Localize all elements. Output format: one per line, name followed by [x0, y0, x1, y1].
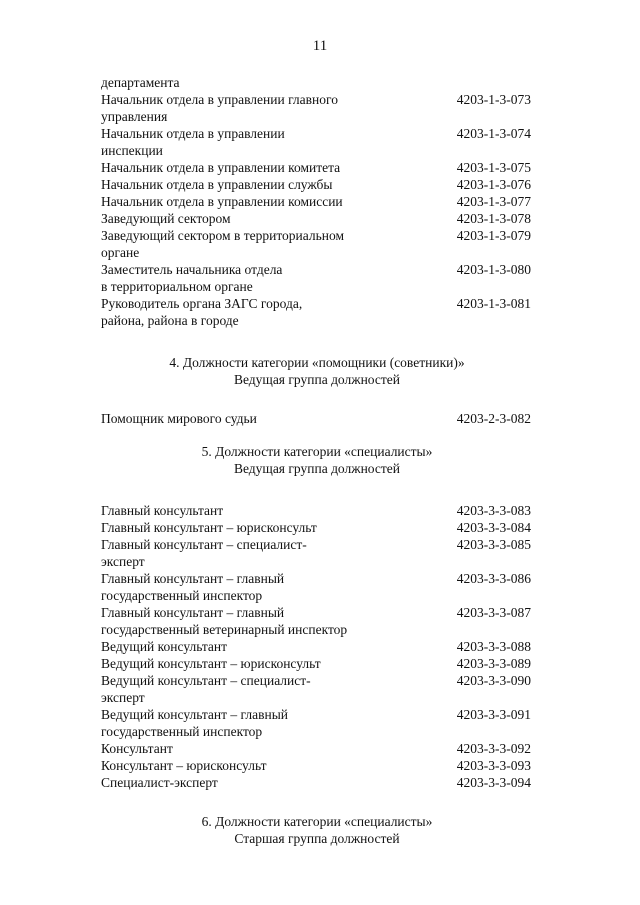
position-title: Начальник отдела в управлении комитета: [101, 160, 341, 175]
section5-group: Ведущая группа должностей: [233, 461, 400, 476]
position-code: 4203-1-3-078: [456, 211, 531, 226]
position-code: 4203-3-3-091: [456, 707, 531, 722]
position-title: Ведущий консультант: [101, 639, 228, 654]
position-row: [101, 519, 531, 536]
position-code: 4203-3-3-092: [456, 741, 531, 756]
position-list: [101, 74, 531, 847]
position-row: [101, 536, 531, 570]
section5-heading: 5. Должности категории «специалисты»: [201, 444, 433, 459]
section4-group: Ведущая группа должностей: [233, 372, 400, 387]
position-title: Начальник отдела в управлении службы: [101, 177, 333, 192]
section4-header: [77, 354, 557, 388]
position-title: Главный консультант – главный государственный ветеринарный инспектор: [101, 605, 348, 637]
position-code: 4203-1-3-075: [456, 160, 531, 175]
section5-header: [77, 443, 557, 477]
section5-list: [101, 502, 531, 791]
position-code: 4203-3-3-089: [456, 656, 531, 671]
position-title: Начальник отдела в управлении инспекции: [101, 126, 285, 158]
position-code: 4203-3-3-094: [456, 775, 531, 790]
position-row: [101, 125, 531, 159]
position-title: Заведующий сектором в территориальном органе: [101, 228, 345, 260]
position-title: Ведущий консультант – юрисконсульт: [101, 656, 321, 671]
position-code: 4203-3-3-085: [456, 537, 531, 552]
position-row: [101, 91, 531, 125]
position-code: 4203-3-3-093: [456, 758, 531, 773]
position-code: 4203-3-3-088: [456, 639, 531, 654]
position-row: [101, 570, 531, 604]
position-row: [101, 176, 531, 193]
position-row: [101, 655, 531, 672]
position-row: [101, 638, 531, 655]
position-row: [101, 159, 531, 176]
position-title: Консультант – юрисконсульт: [101, 758, 267, 773]
section6-header: [77, 813, 557, 847]
position-code: 4203-1-3-074: [456, 126, 531, 141]
position-title: Специалист-эксперт: [101, 775, 218, 790]
position-row: [101, 672, 531, 706]
position-code: 4203-1-3-079: [456, 228, 531, 243]
position-row: [101, 774, 531, 791]
section6-heading: 6. Должности категории «специалисты»: [201, 814, 433, 829]
position-code: 4203-1-3-076: [456, 177, 531, 192]
position-row: [101, 295, 531, 329]
position-row: [101, 604, 531, 638]
section4-heading: 4. Должности категории «помощники (советники)»: [169, 355, 465, 370]
position-title: Начальник отдела в управлении главного управления: [101, 92, 338, 124]
position-code: 4203-3-3-086: [456, 571, 531, 586]
block1-list: [101, 91, 531, 329]
position-title: Руководитель органа ЗАГС города, района, района в городе: [101, 296, 303, 328]
position-title: Помощник мирового судьи: [101, 411, 257, 426]
position-row: [101, 210, 531, 227]
section4-list: [101, 410, 531, 427]
position-code: 4203-3-3-090: [456, 673, 531, 688]
position-row: [101, 410, 531, 427]
position-title: Ведущий консультант – специалист- эксперт: [101, 673, 311, 705]
position-row: [101, 706, 531, 740]
position-title: Главный консультант – специалист- эксперт: [101, 537, 307, 569]
position-title: Консультант: [101, 741, 173, 756]
position-code: 4203-1-3-080: [456, 262, 531, 277]
position-code: 4203-1-3-073: [456, 92, 531, 107]
position-code: 4203-3-3-083: [456, 503, 531, 518]
position-code: 4203-3-3-087: [456, 605, 531, 620]
position-row: [101, 261, 531, 295]
position-row: [101, 740, 531, 757]
position-title: Заместитель начальника отдела в территориальном органе: [101, 262, 283, 294]
continuation-text: департамента: [101, 75, 180, 90]
position-title: Главный консультант: [101, 503, 224, 518]
position-title: Заведующий сектором: [101, 211, 231, 226]
position-code: 4203-1-3-077: [456, 194, 531, 209]
position-row: [101, 227, 531, 261]
position-title: Ведущий консультант – главный государственный инспектор: [101, 707, 289, 739]
position-code: 4203-3-3-084: [456, 520, 531, 535]
position-code: 4203-1-3-081: [456, 296, 531, 311]
position-row: [101, 757, 531, 774]
position-row: [101, 193, 531, 210]
position-title: Главный консультант – главный государственный инспектор: [101, 571, 285, 603]
section6-group: Старшая группа должностей: [234, 831, 400, 846]
position-title: Начальник отдела в управлении комиссии: [101, 194, 343, 209]
position-row: [101, 502, 531, 519]
position-title: Главный консультант – юрисконсульт: [101, 520, 317, 535]
page-number: 11: [312, 38, 328, 54]
position-code: 4203-2-3-082: [456, 411, 531, 426]
